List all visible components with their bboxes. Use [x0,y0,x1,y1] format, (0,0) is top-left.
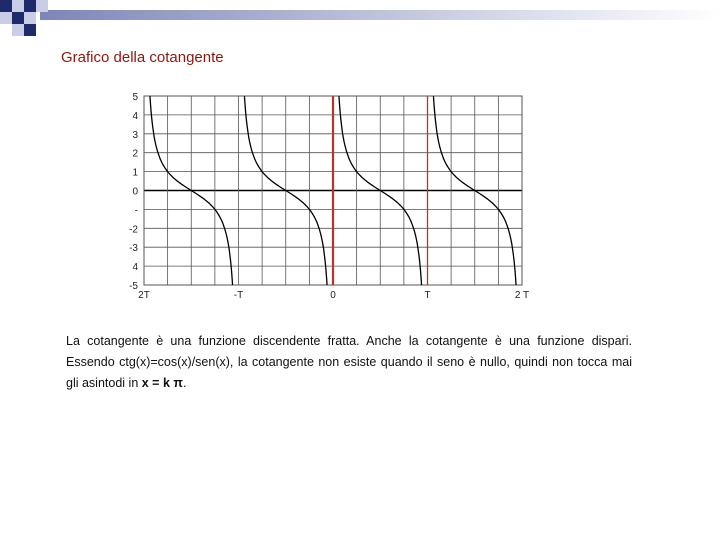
y-tick-label: 4 [132,262,138,274]
deco-square [12,0,24,12]
formula-period: . [182,376,187,390]
deco-square [24,12,36,24]
y-tick-label: 2 [132,148,138,160]
formula: x = k π [141,376,183,390]
deco-square [24,0,36,12]
y-tick-label: 0 [132,186,138,198]
description-paragraph [66,331,632,394]
x-tick-label: 2T [138,290,150,301]
deco-square [12,12,24,24]
x-tick-label: -T [233,290,244,301]
y-tick-label: 3 [132,129,138,141]
header-gradient-bar [40,10,720,20]
y-tick-label: 5 [132,92,138,103]
y-tick-label: -3 [129,243,138,255]
corner-decoration [0,0,720,40]
y-tick-label: - [134,205,138,217]
deco-square [12,24,24,36]
deco-square [0,0,12,12]
x-tick-label: 0 [330,290,336,301]
x-tick-label: T [424,290,431,301]
y-tick-label: -5 [129,281,138,292]
y-tick-label: 4 [132,110,138,122]
cotangent-chart [118,88,538,308]
x-tick-label: 2 T [514,290,530,301]
deco-square [0,12,12,24]
slide-title: Grafico della cotangente [61,49,224,66]
y-tick-label: -2 [129,224,138,236]
deco-square [24,24,36,36]
y-tick-label: 1 [132,167,138,179]
deco-square [36,0,48,12]
description-text: La cotangente è una funzione discendente fratta. Anche la cotangente è una funzione dispari. Essendo ctg(x)=cos(x)/sen(x), la cotangente non esiste quando il seno è nullo, quindi non tocca mai gli asintodi in [66,334,632,390]
